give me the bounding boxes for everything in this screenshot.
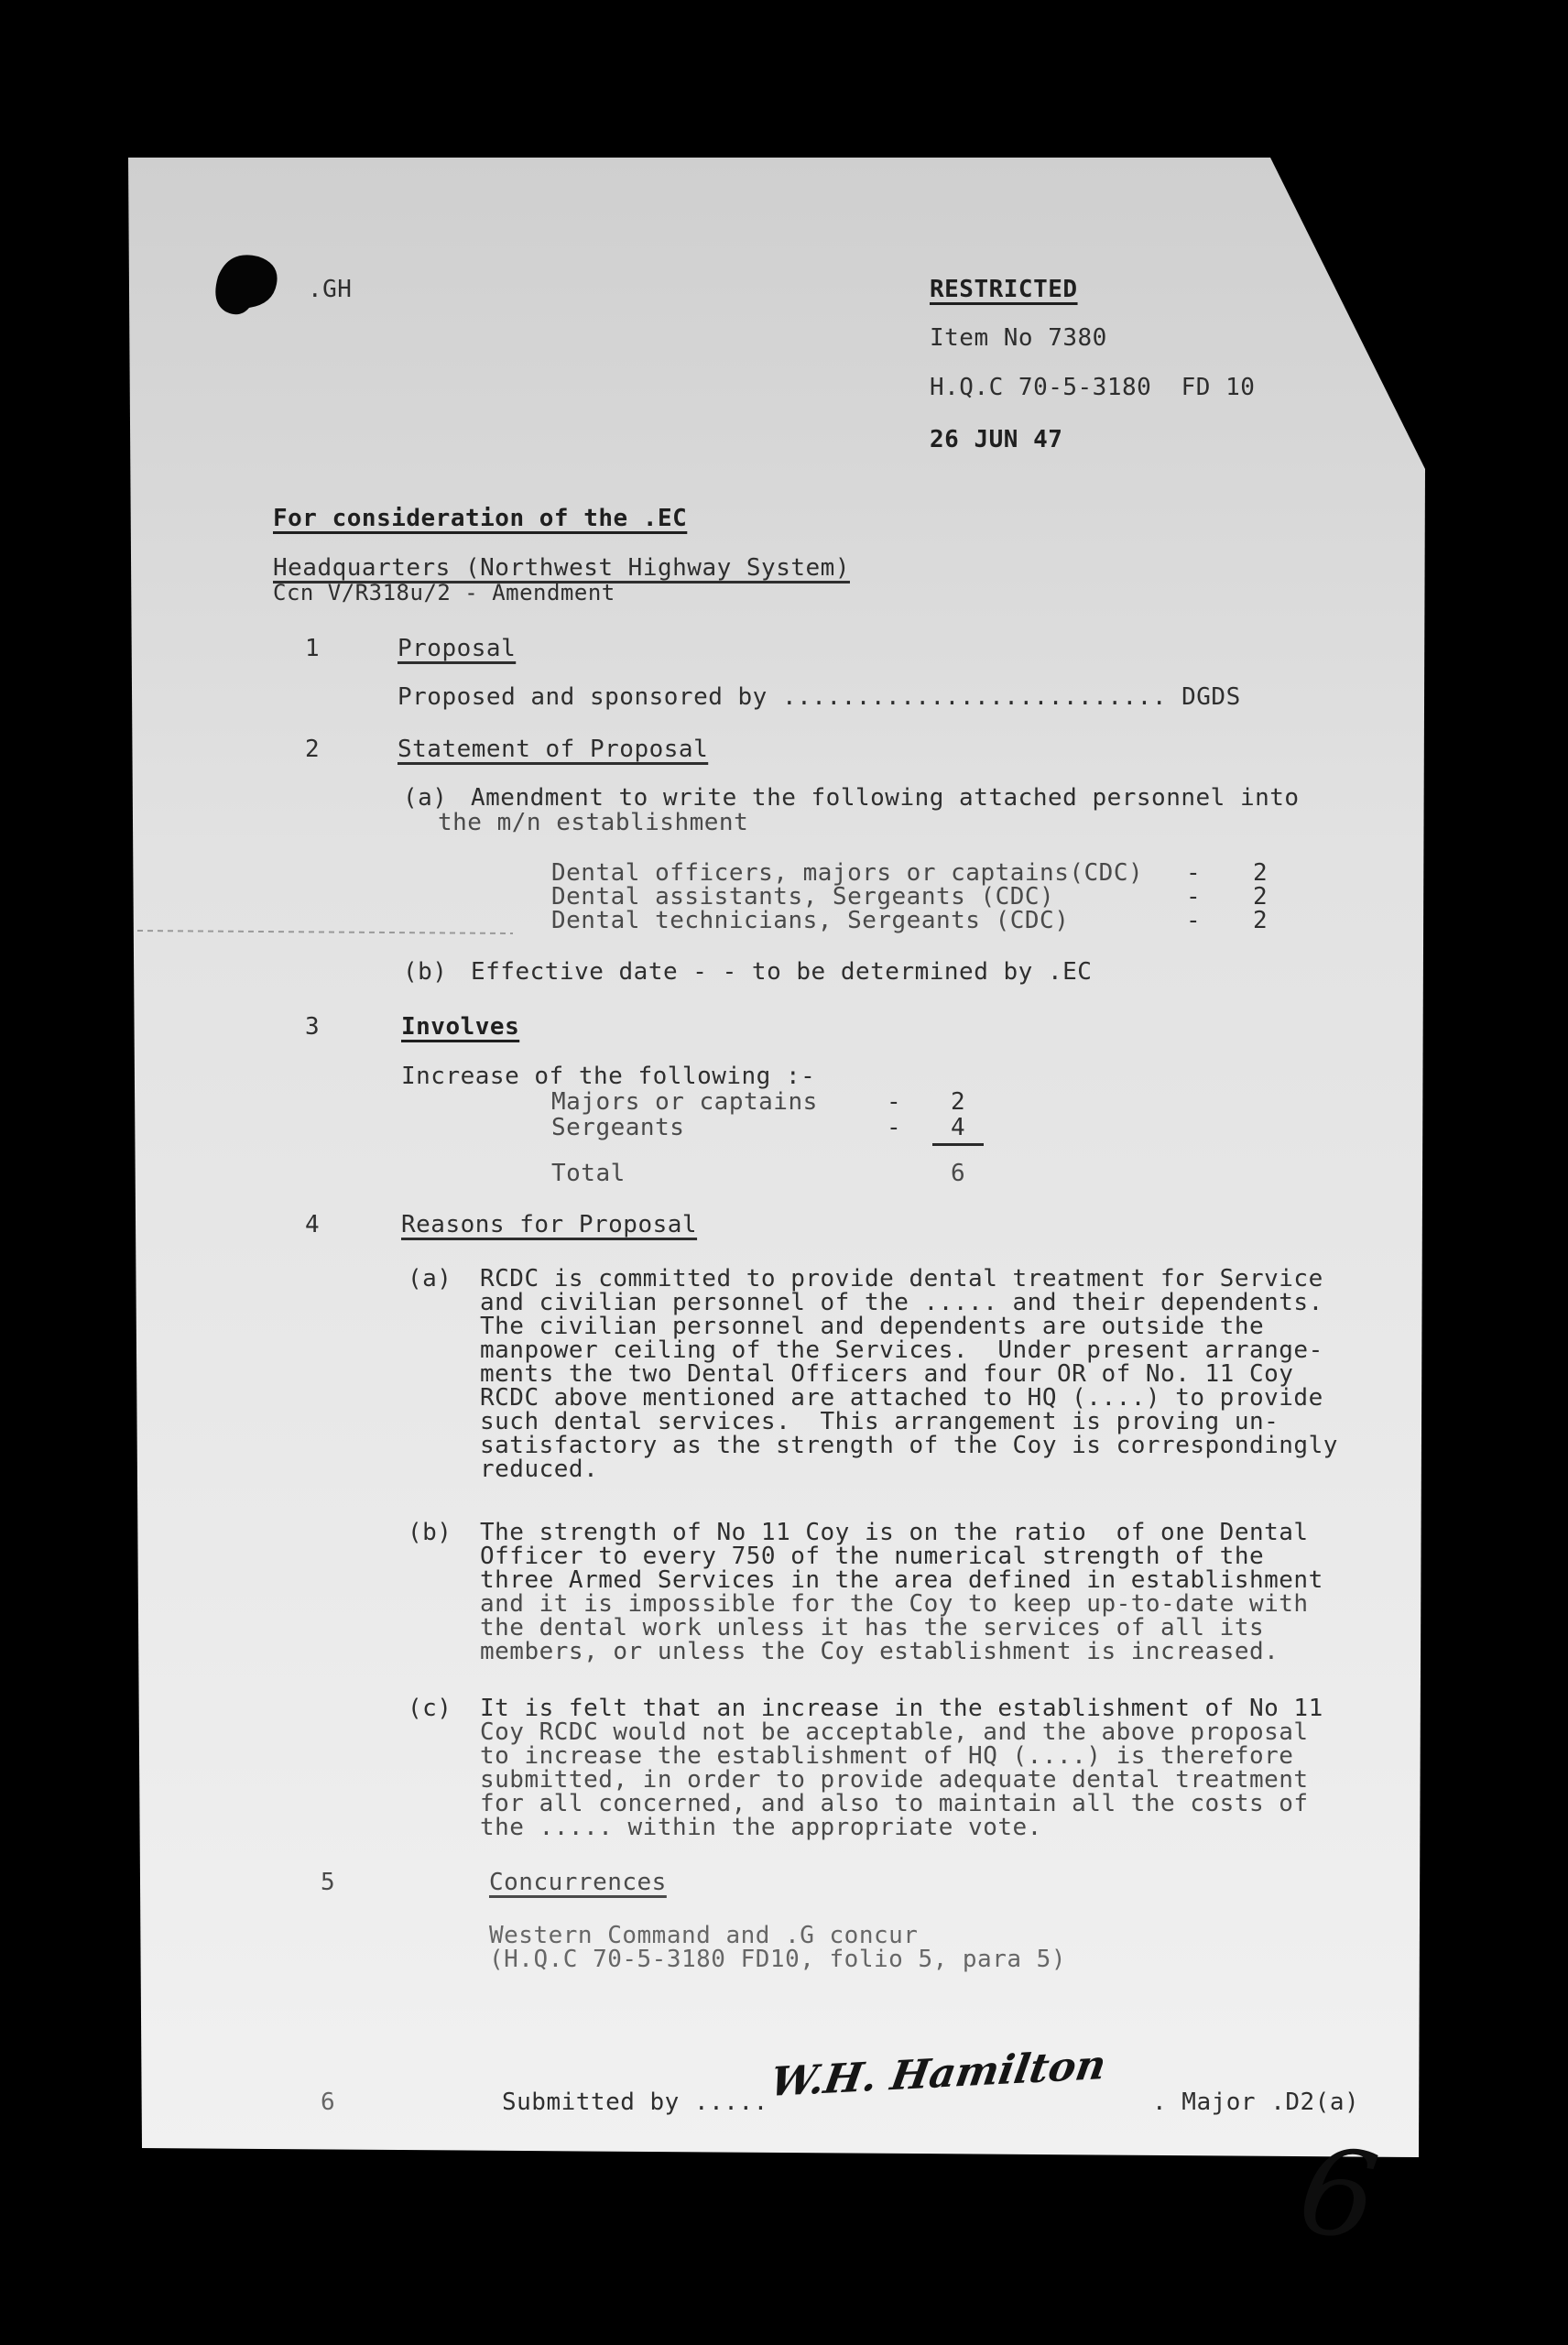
paragraph-line: Coy RCDC would not be acceptable, and the above proposal bbox=[480, 1718, 1309, 1746]
paragraph-line: submitted, in order to provide adequate dental treatment bbox=[480, 1766, 1309, 1794]
submitted-by-label: Submitted by ..... bbox=[502, 2089, 768, 2116]
concurrence-line-2: (H.Q.C 70-5-3180 FD10, folio 5, para 5) bbox=[489, 1946, 1066, 1973]
classification: RESTRICTED bbox=[930, 276, 1078, 303]
establishment-item-dash: - bbox=[1186, 883, 1202, 911]
item-label-a: (a) bbox=[403, 784, 448, 812]
total-value: 6 bbox=[951, 1160, 966, 1187]
reason-label-b: (b) bbox=[408, 1519, 452, 1546]
section-3-number: 3 bbox=[305, 1013, 321, 1041]
reference-line: Ccn V/R318u/2 - Amendment bbox=[273, 580, 615, 605]
establishment-item-count: 2 bbox=[1253, 883, 1269, 911]
section-2-number: 2 bbox=[305, 736, 321, 763]
file-reference: H.Q.C 70-5-3180 FD 10 bbox=[930, 374, 1256, 401]
signatory-title: . Major .D2(a) bbox=[1152, 2089, 1360, 2116]
paragraph-line: the ..... within the appropriate vote. bbox=[480, 1814, 1042, 1841]
paragraph-line: The civilian personnel and dependents are outside the bbox=[480, 1313, 1265, 1340]
paragraph-line: ments the two Dental Officers and four OR of No. 11 Coy bbox=[480, 1360, 1294, 1388]
paragraph-line: for all concerned, and also to maintain all the costs of bbox=[480, 1790, 1309, 1817]
paragraph-line: RCDC is committed to provide dental treatment for Service bbox=[480, 1265, 1323, 1292]
section-1-number: 1 bbox=[305, 635, 321, 662]
left-code: .GH bbox=[308, 276, 353, 303]
increase-row-dash: - bbox=[887, 1114, 902, 1141]
paragraph-line: to increase the establishment of HQ (....) is therefore bbox=[480, 1742, 1294, 1770]
handwritten-signature: W.H. Hamilton bbox=[767, 2042, 1110, 2106]
establishment-item-dash: - bbox=[1186, 907, 1202, 934]
paragraph-line: and civilian personnel of the ..... and their dependents. bbox=[480, 1289, 1323, 1316]
concurrence-line-1: Western Command and .G concur bbox=[489, 1922, 919, 1949]
paragraph-line: It is felt that an increase in the establishment of No 11 bbox=[480, 1695, 1323, 1722]
amendment-line-1: Amendment to write the following attached personnel into bbox=[471, 784, 1300, 812]
paragraph-line: satisfactory as the strength of the Coy is correspondingly bbox=[480, 1432, 1338, 1459]
paragraph-line: three Armed Services in the area defined in establishment bbox=[480, 1566, 1323, 1594]
item-label-b: (b) bbox=[403, 958, 448, 986]
increase-intro: Increase of the following :- bbox=[401, 1063, 816, 1090]
establishment-item-label: Dental officers, majors or captains(CDC) bbox=[551, 859, 1144, 887]
establishment-item-dash: - bbox=[1186, 859, 1202, 887]
increase-row-count: 2 bbox=[951, 1088, 966, 1116]
increase-row-label: Sergeants bbox=[551, 1114, 685, 1141]
unit-title: Headquarters (Northwest Highway System) bbox=[273, 554, 850, 582]
paragraph-line: The strength of No 11 Coy is on the ratio of one Dental bbox=[480, 1519, 1309, 1546]
reason-label-c: (c) bbox=[408, 1695, 452, 1722]
increase-row-label: Majors or captains bbox=[551, 1088, 818, 1116]
section-4-number: 4 bbox=[305, 1211, 321, 1238]
section-2-heading: Statement of Proposal bbox=[397, 736, 709, 763]
section-5-heading: Concurrences bbox=[489, 1869, 667, 1896]
paper-sheet bbox=[128, 158, 1425, 2157]
section-5-number: 5 bbox=[321, 1869, 336, 1896]
paragraph-line: Officer to every 750 of the numerical strength of the bbox=[480, 1543, 1265, 1570]
paragraph-line: manpower ceiling of the Services. Under present arrange- bbox=[480, 1336, 1323, 1364]
effective-date-line: Effective date - - to be determined by .EC bbox=[471, 958, 1093, 986]
paragraph-line: RCDC above mentioned are attached to HQ (....) to provide bbox=[480, 1384, 1323, 1412]
paragraph-line: and it is impossible for the Coy to keep up-to-date with bbox=[480, 1590, 1309, 1618]
item-number: Item No 7380 bbox=[930, 324, 1107, 352]
section-3-heading: Involves bbox=[401, 1013, 520, 1041]
establishment-item-count: 2 bbox=[1253, 859, 1269, 887]
document-date: 26 JUN 47 bbox=[930, 426, 1063, 453]
paragraph-line: the dental work unless it has the services of all its bbox=[480, 1614, 1265, 1642]
paragraph-line: members, or unless the Coy establishment is increased. bbox=[480, 1638, 1279, 1665]
total-label: Total bbox=[551, 1160, 626, 1187]
sponsor-line: Proposed and sponsored by .......................... DGDS bbox=[397, 683, 1241, 711]
folio-number: 6 bbox=[1290, 2119, 1386, 2269]
increase-row-dash: - bbox=[887, 1088, 902, 1116]
establishment-item-label: Dental technicians, Sergeants (CDC) bbox=[551, 907, 1070, 934]
section-6-number: 6 bbox=[321, 2089, 336, 2116]
section-1-heading: Proposal bbox=[397, 635, 517, 662]
establishment-item-label: Dental assistants, Sergeants (CDC) bbox=[551, 883, 1055, 911]
section-4-heading: Reasons for Proposal bbox=[401, 1211, 698, 1238]
paragraph-line: such dental services. This arrangement is proving un- bbox=[480, 1408, 1279, 1435]
consideration-line: For consideration of the .EC bbox=[273, 505, 688, 532]
total-rule bbox=[932, 1143, 984, 1146]
amendment-line-2: the m/n establishment bbox=[438, 809, 749, 836]
establishment-item-count: 2 bbox=[1253, 907, 1269, 934]
increase-row-count: 4 bbox=[951, 1114, 966, 1141]
paragraph-line: reduced. bbox=[480, 1456, 599, 1483]
reason-label-a: (a) bbox=[408, 1265, 452, 1292]
